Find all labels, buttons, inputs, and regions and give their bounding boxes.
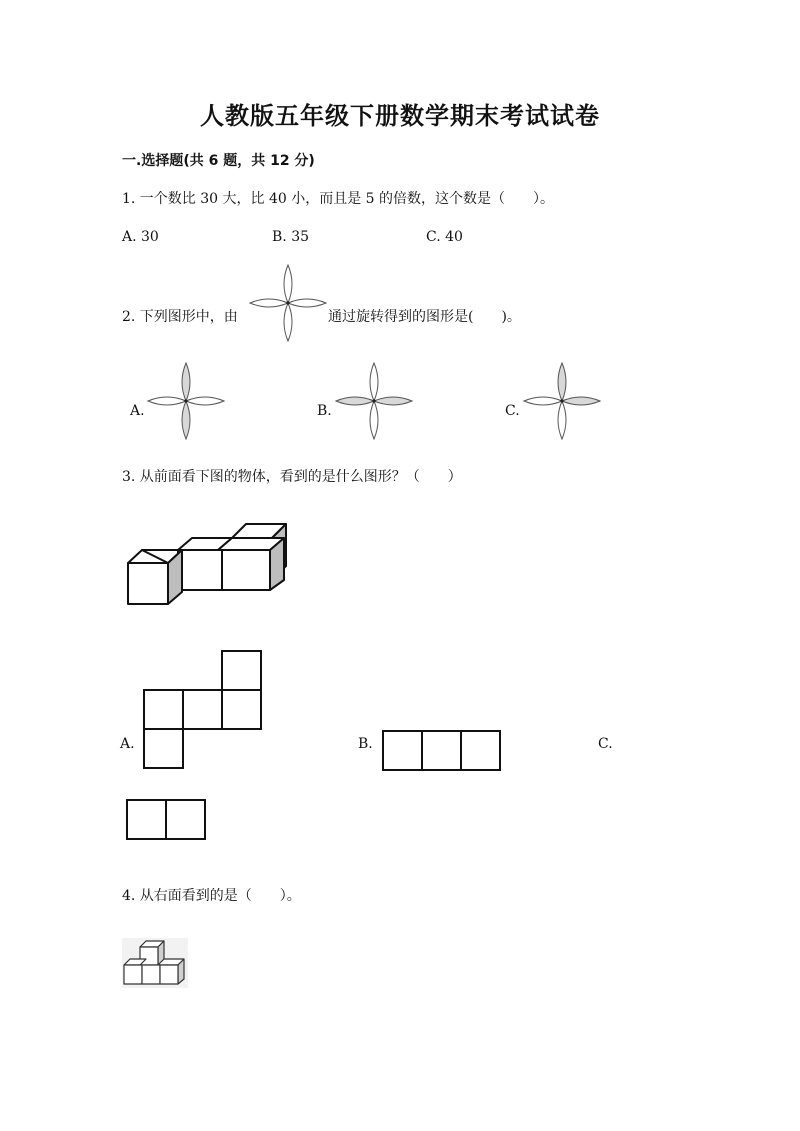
question-2-option-c: C. (505, 403, 520, 419)
stacked-cubes-figure (122, 938, 188, 988)
question-1-option-c: C. 40 (426, 229, 463, 245)
question-1-option-b: B. 35 (272, 229, 310, 245)
question-2-text-before: 2. 下列图形中，由 (122, 309, 238, 325)
view-option-c (125, 798, 207, 841)
question-3-option-a: A. (120, 736, 135, 752)
question-2-text-after: 通过旋转得到的图形是( )。 (328, 309, 521, 325)
page-title: 人教版五年级下册数学期末考试试卷 (200, 102, 600, 130)
flower-option-b (335, 362, 413, 440)
question-1-option-a: A. 30 (122, 229, 159, 245)
question-3-option-c: C. (598, 736, 613, 752)
question-2-option-a: A. (130, 403, 145, 419)
question-2-option-b: B. (317, 403, 332, 419)
question-3-text: 3. 从前面看下图的物体，看到的是什么图形？（ ） (122, 469, 462, 485)
question-3-option-b: B. (358, 736, 373, 752)
cube-solid-figure (120, 518, 290, 608)
flower-option-c (523, 362, 601, 440)
flower-option-a (147, 362, 225, 440)
flower-figure (249, 264, 327, 342)
view-option-a (142, 650, 264, 772)
question-4-text: 4. 从右面看到的是（ ）。 (122, 888, 301, 904)
question-1-text: 1. 一个数比 30 大，比 40 小，而且是 5 的倍数，这个数是（ ）。 (122, 191, 555, 207)
view-option-b (381, 729, 503, 772)
section-heading: 一.选择题(共 6 题，共 12 分) (122, 153, 315, 169)
